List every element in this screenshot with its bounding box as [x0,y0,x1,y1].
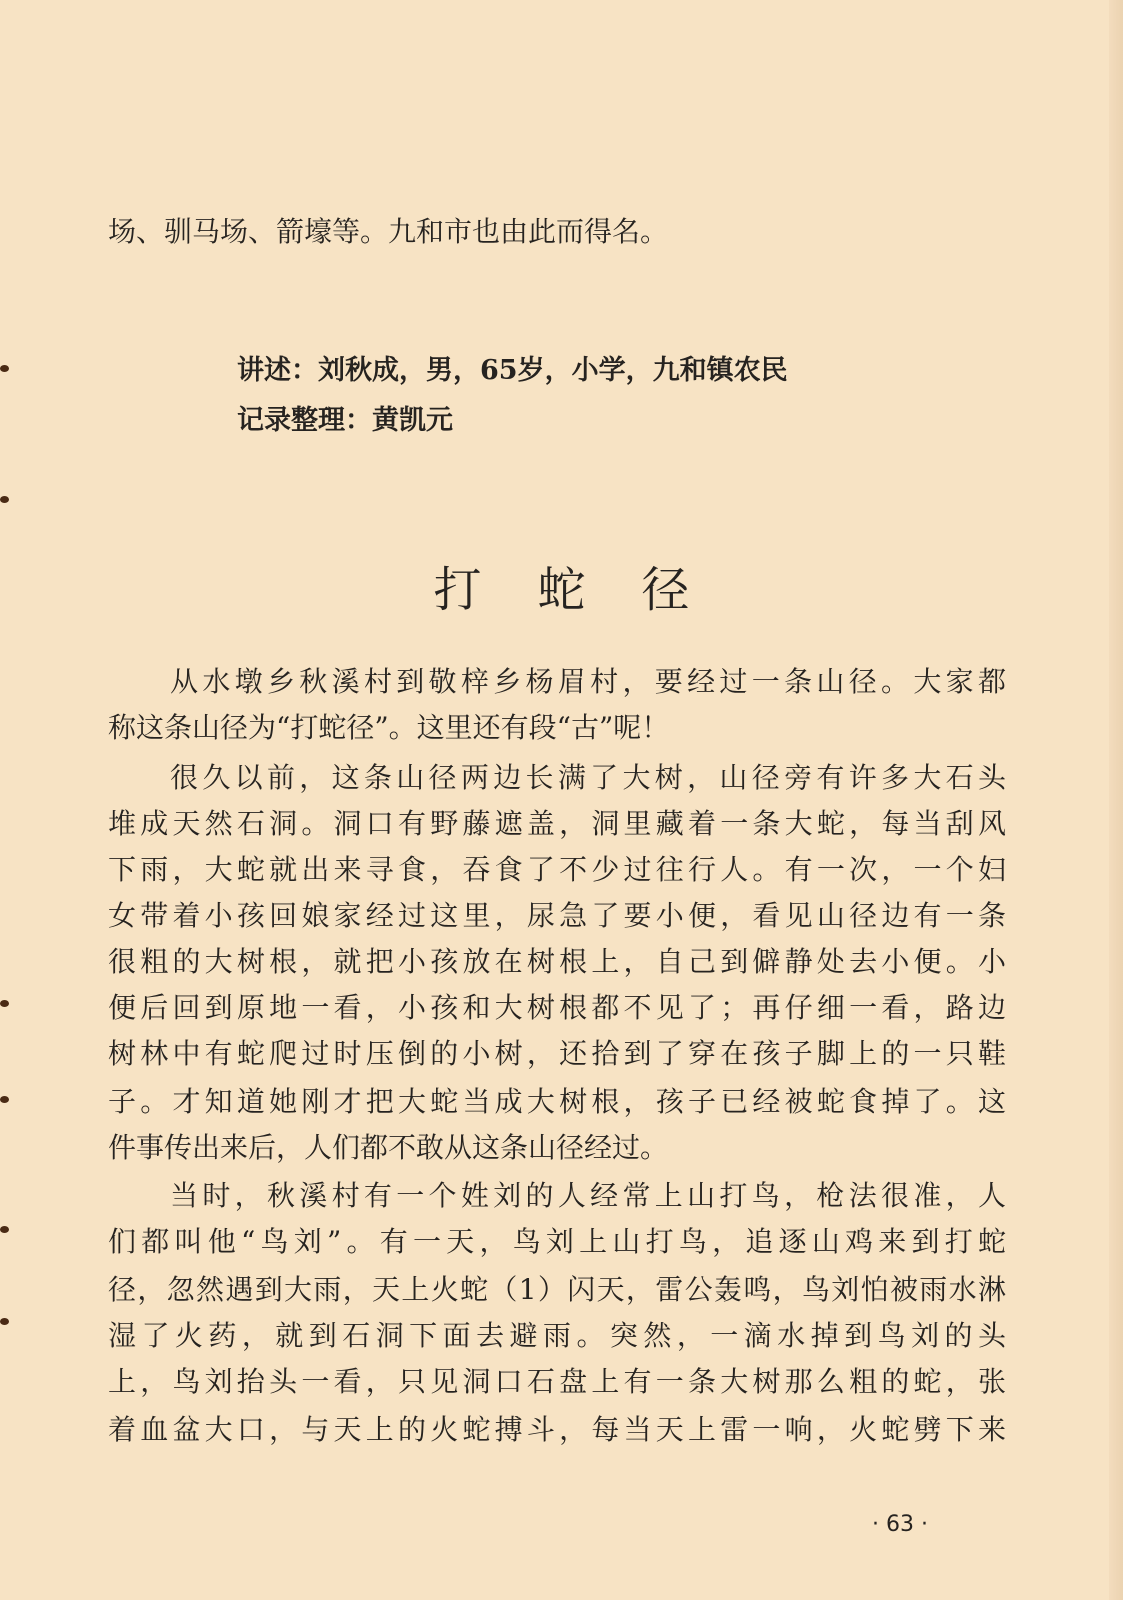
page-edge [1109,0,1123,1600]
story-body-line: 子。才知道她刚才把大蛇当成大树根，孩子已经被蛇食掉了。这 [108,1085,1006,1118]
narrator-credit: 讲述：刘秋成，男，65岁，小学，九和镇农民 [237,355,788,386]
story-body-line: 件事传出来后，人们都不敢从这条山径经过。 [108,1131,669,1164]
story-body-line: 树林中有蛇爬过时压倒的小树，还拾到了穿在孩子脚上的一只鞋 [108,1037,1006,1070]
story-body-line: 下雨，大蛇就出来寻食，吞食了不少过往行人。有一次，一个妇 [108,853,1006,886]
story-body-line: 上，鸟刘抬头一看，只见洞口石盘上有一条大树那么粗的蛇，张 [108,1365,1006,1398]
story-body-line: 们都叫他“鸟刘”。有一天，鸟刘上山打鸟，追逐山鸡来到打蛇 [108,1225,1006,1258]
story-body-line: 着血盆大口，与天上的火蛇搏斗，每当天上雷一响，火蛇劈下来 [108,1413,1006,1446]
story-body-line: 称这条山径为“打蛇径”。这里还有段“古”呢！ [108,711,670,744]
page-number: · 63 · [872,1512,928,1537]
recorder-credit: 记录整理：黄凯元 [237,405,453,436]
story-body-line: 径，忽然遇到大雨，天上火蛇（1）闪天，雷公轰鸣，鸟刘怕被雨水淋 [108,1273,1006,1306]
story-title: 打蛇径 [433,562,746,618]
binding-hole [0,365,9,372]
story-body-line: 堆成天然石洞。洞口有野藤遮盖，洞里藏着一条大蛇，每当刮风 [108,807,1006,840]
binding-hole [0,496,9,503]
story-body-line: 当时，秋溪村有一个姓刘的人经常上山打鸟，枪法很准，人 [170,1179,1006,1212]
previous-paragraph-end: 场、驯马场、箭壕等。九和市也由此而得名。 [108,215,669,248]
story-body-line: 很粗的大树根，就把小孩放在树根上，自己到僻静处去小便。小 [108,945,1006,978]
story-body-line: 湿了火药，就到石洞下面去避雨。突然，一滴水掉到鸟刘的头 [108,1319,1006,1352]
story-body-line: 女带着小孩回娘家经过这里，尿急了要小便，看见山径边有一条 [108,899,1006,932]
binding-hole [0,1000,9,1007]
binding-hole [0,1318,9,1325]
story-body-line: 便后回到原地一看，小孩和大树根都不见了；再仔细一看，路边 [108,991,1006,1024]
binding-hole [0,1096,9,1103]
story-body-line: 很久以前，这条山径两边长满了大树，山径旁有许多大石头 [170,761,1006,794]
story-body-line: 从水墩乡秋溪村到敬梓乡杨眉村，要经过一条山径。大家都 [170,665,1006,698]
binding-hole [0,1226,9,1233]
